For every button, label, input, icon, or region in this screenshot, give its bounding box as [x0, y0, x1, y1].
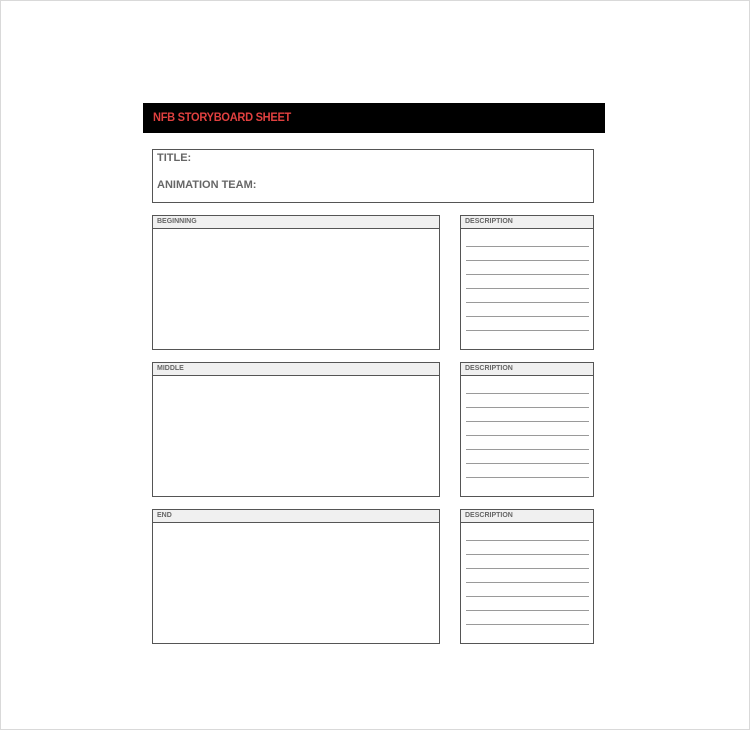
frame-panel-header [153, 216, 439, 229]
title-info-box [152, 149, 594, 203]
description-line [466, 449, 589, 450]
frame-label-beginning: BEGINNING [157, 218, 197, 225]
description-label-beginning: DESCRIPTION [465, 218, 513, 225]
sheet-title: NFB STORYBOARD SHEET [153, 110, 292, 124]
frame-panel-middle [152, 362, 440, 497]
description-line [466, 435, 589, 436]
description-line [466, 316, 589, 317]
description-line [466, 463, 589, 464]
description-line [466, 393, 589, 394]
description-panel-header [461, 363, 593, 376]
description-line [466, 274, 589, 275]
description-line [466, 610, 589, 611]
description-line [466, 554, 589, 555]
description-panel-header [461, 216, 593, 229]
frame-panel-header [153, 363, 439, 376]
description-line [466, 246, 589, 247]
description-panel-end [460, 509, 594, 644]
description-line [466, 582, 589, 583]
description-panel-middle [460, 362, 594, 497]
description-line [466, 302, 589, 303]
description-label-end: DESCRIPTION [465, 512, 513, 519]
description-line [466, 260, 589, 261]
header-bar [143, 103, 605, 133]
frame-label-middle: MIDDLE [157, 365, 184, 372]
animation-team-label: ANIMATION TEAM: [157, 179, 257, 191]
description-line [466, 330, 589, 331]
description-line [466, 477, 589, 478]
description-line [466, 540, 589, 541]
description-line [466, 624, 589, 625]
description-label-middle: DESCRIPTION [465, 365, 513, 372]
description-line [466, 288, 589, 289]
description-line [466, 407, 589, 408]
frame-label-end: END [157, 512, 172, 519]
description-line [466, 568, 589, 569]
title-label: TITLE: [157, 152, 192, 164]
description-line [466, 596, 589, 597]
frame-panel-header [153, 510, 439, 523]
frame-panel-beginning [152, 215, 440, 350]
description-panel-beginning [460, 215, 594, 350]
description-line [466, 421, 589, 422]
frame-panel-end [152, 509, 440, 644]
description-panel-header [461, 510, 593, 523]
